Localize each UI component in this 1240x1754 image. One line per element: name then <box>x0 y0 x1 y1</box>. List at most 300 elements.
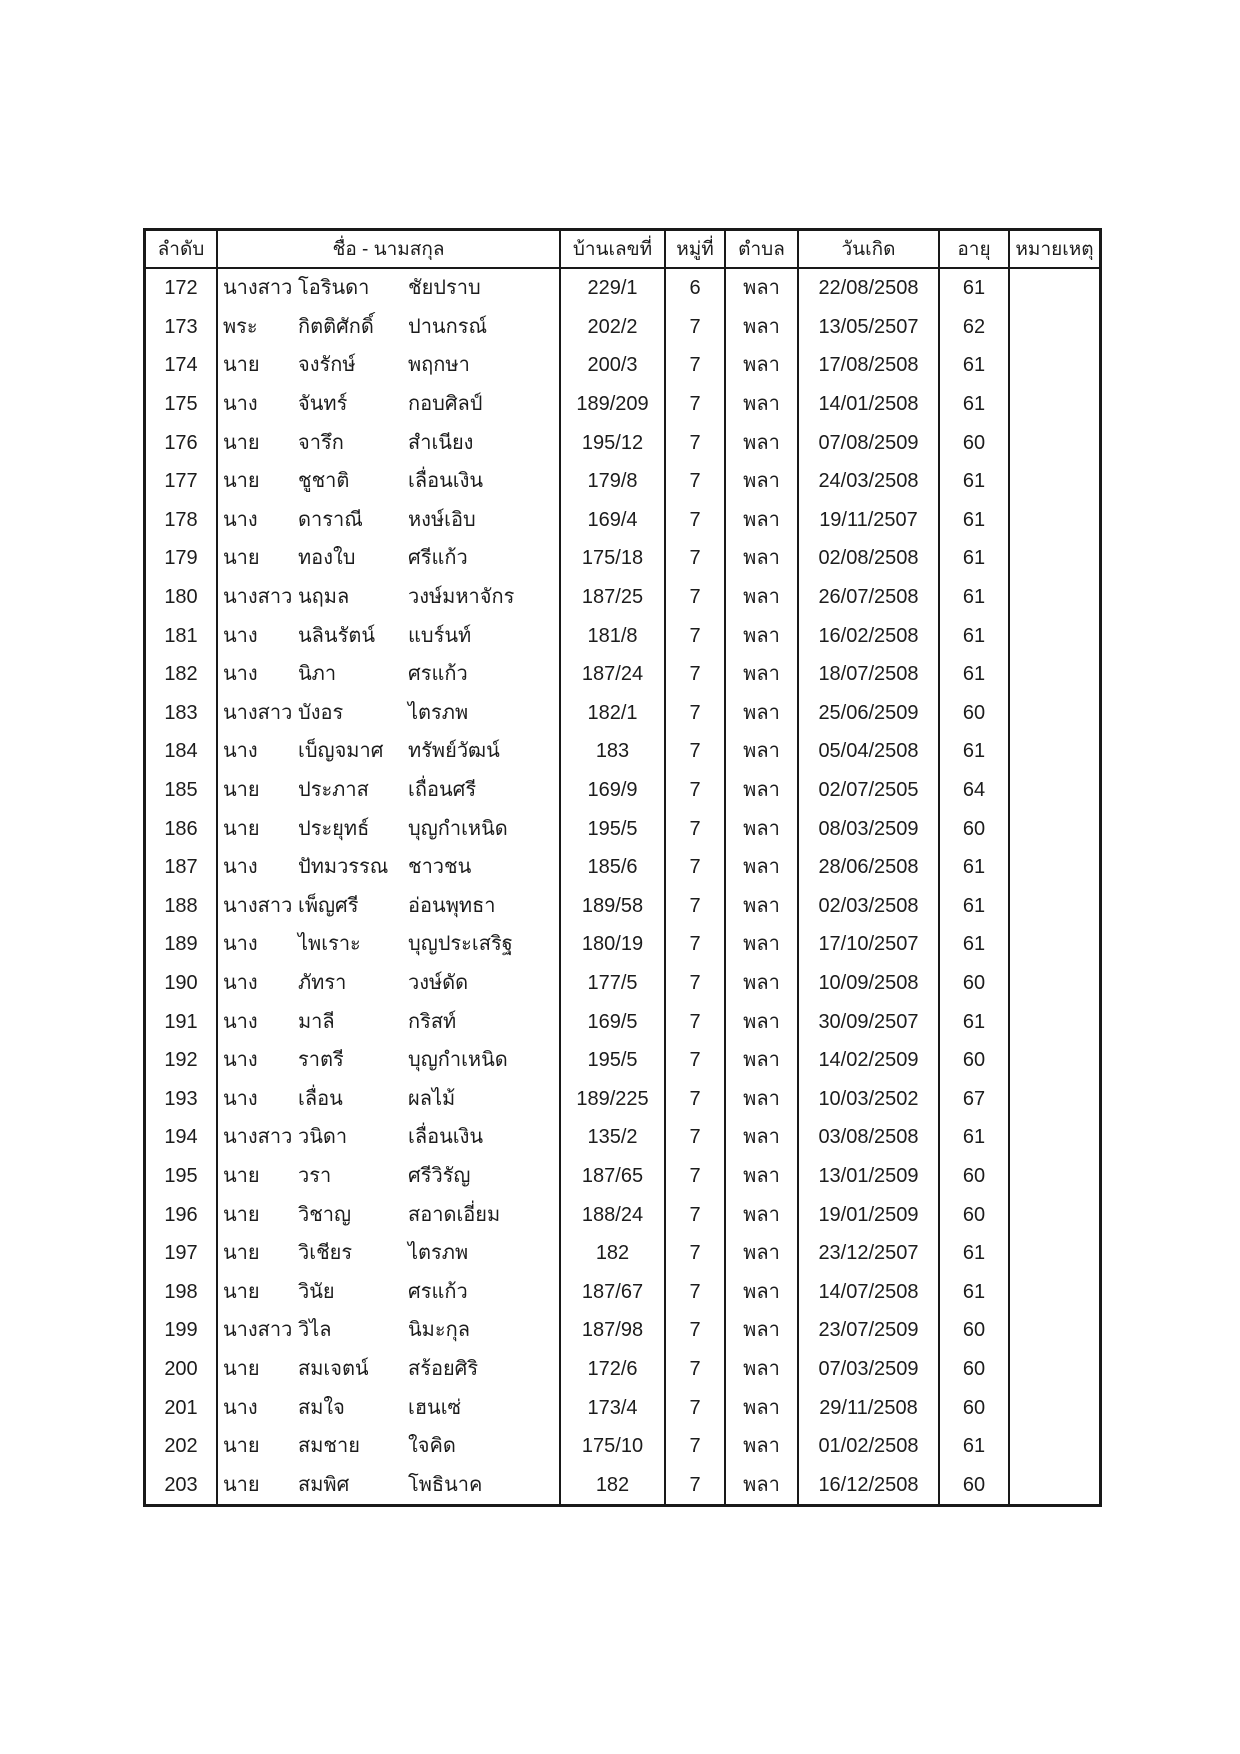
cell-name <box>218 771 561 810</box>
cell-tambon: พลา <box>726 964 799 1003</box>
cell-name <box>218 1041 561 1080</box>
table-row <box>146 1465 1099 1504</box>
cell-note <box>1010 385 1099 424</box>
cell-name-title: นาย <box>223 354 260 377</box>
cell-moo: 7 <box>666 694 726 733</box>
cell-tambon: พลา <box>726 501 799 540</box>
cell-no: 193 <box>146 1079 218 1118</box>
cell-name-first: สมพิศ <box>298 1473 350 1496</box>
cell-name-title: นางสาว <box>223 894 293 917</box>
cell-tambon: พลา <box>726 1234 799 1273</box>
cell-dob: 01/02/2508 <box>799 1427 940 1466</box>
cell-name-title: นาง <box>223 1049 258 1072</box>
cell-dob: 07/03/2509 <box>799 1350 940 1389</box>
cell-house-no: 187/98 <box>561 1311 666 1350</box>
cell-name-title: นาย <box>223 431 260 454</box>
cell-no: 184 <box>146 732 218 771</box>
cell-name-last: ใจคิด <box>408 1435 456 1458</box>
cell-tambon: พลา <box>726 423 799 462</box>
cell-name-first: โอรินดา <box>298 277 370 300</box>
cell-house-no: 135/2 <box>561 1118 666 1157</box>
cell-name <box>218 308 561 347</box>
cell-house-no: 195/5 <box>561 1041 666 1080</box>
cell-moo: 7 <box>666 732 726 771</box>
cell-note <box>1010 1388 1099 1427</box>
cell-dob: 14/02/2509 <box>799 1041 940 1080</box>
cell-dob: 17/08/2508 <box>799 346 940 385</box>
cell-name-first: จันทร์ <box>298 393 348 416</box>
cell-name <box>218 1465 561 1504</box>
cell-name <box>218 964 561 1003</box>
cell-name-last: ไตรภพ <box>408 1242 469 1265</box>
cell-name-title: นางสาว <box>223 1319 293 1342</box>
cell-no: 187 <box>146 848 218 887</box>
table-row <box>146 1311 1099 1350</box>
cell-name-last: แบร์นท์ <box>408 624 472 647</box>
table-row <box>146 616 1099 655</box>
cell-note <box>1010 1079 1099 1118</box>
cell-no: 192 <box>146 1041 218 1080</box>
cell-house-no: 182 <box>561 1465 666 1504</box>
table-row <box>146 269 1099 308</box>
cell-dob: 19/11/2507 <box>799 501 940 540</box>
cell-no: 175 <box>146 385 218 424</box>
col-header-no: ลำดับ <box>146 231 218 267</box>
cell-dob: 10/09/2508 <box>799 964 940 1003</box>
cell-house-no: 188/24 <box>561 1195 666 1234</box>
cell-age: 60 <box>940 1157 1010 1196</box>
cell-tambon: พลา <box>726 732 799 771</box>
cell-name <box>218 1118 561 1157</box>
cell-house-no: 189/225 <box>561 1079 666 1118</box>
cell-house-no: 182/1 <box>561 694 666 733</box>
cell-house-no: 187/65 <box>561 1157 666 1196</box>
cell-moo: 7 <box>666 1079 726 1118</box>
cell-name-first: เลื่อน <box>298 1087 343 1110</box>
cell-name <box>218 462 561 501</box>
cell-dob: 14/01/2508 <box>799 385 940 424</box>
cell-tambon: พลา <box>726 1118 799 1157</box>
cell-note <box>1010 1041 1099 1080</box>
table-row <box>146 539 1099 578</box>
cell-tambon: พลา <box>726 925 799 964</box>
cell-no: 172 <box>146 269 218 308</box>
cell-tambon: พลา <box>726 539 799 578</box>
cell-note <box>1010 925 1099 964</box>
cell-age: 60 <box>940 1465 1010 1504</box>
table-row <box>146 1118 1099 1157</box>
cell-tambon: พลา <box>726 308 799 347</box>
cell-dob: 28/06/2508 <box>799 848 940 887</box>
cell-note <box>1010 771 1099 810</box>
table-row <box>146 1041 1099 1080</box>
cell-no: 185 <box>146 771 218 810</box>
cell-age: 60 <box>940 1311 1010 1350</box>
cell-name-last: วงษ์ดัด <box>408 971 469 994</box>
table-row <box>146 1427 1099 1466</box>
cell-moo: 7 <box>666 964 726 1003</box>
cell-no: 189 <box>146 925 218 964</box>
cell-house-no: 187/24 <box>561 655 666 694</box>
cell-tambon: พลา <box>726 694 799 733</box>
cell-moo: 7 <box>666 809 726 848</box>
cell-tambon: พลา <box>726 1350 799 1389</box>
cell-no: 194 <box>146 1118 218 1157</box>
cell-name-last: หงษ์เอิบ <box>408 508 476 531</box>
cell-note <box>1010 1465 1099 1504</box>
cell-name-title: นาง <box>223 856 258 879</box>
cell-moo: 6 <box>666 269 726 308</box>
cell-name <box>218 1272 561 1311</box>
cell-moo: 7 <box>666 1157 726 1196</box>
cell-tambon: พลา <box>726 771 799 810</box>
cell-name-last: สอาดเอี่ยม <box>408 1203 501 1226</box>
cell-tambon: พลา <box>726 1427 799 1466</box>
cell-age: 61 <box>940 887 1010 926</box>
cell-note <box>1010 346 1099 385</box>
cell-name-first: วนิดา <box>298 1126 348 1149</box>
cell-name-first: สมใจ <box>298 1396 345 1419</box>
cell-name-title: นาย <box>223 547 260 570</box>
table-header-row <box>146 231 1099 269</box>
cell-name <box>218 694 561 733</box>
cell-tambon: พลา <box>726 578 799 617</box>
cell-name-title: พระ <box>223 315 258 338</box>
cell-moo: 7 <box>666 1427 726 1466</box>
cell-no: 199 <box>146 1311 218 1350</box>
cell-name-last: ชัยปราบ <box>408 277 481 300</box>
cell-name-first: วินัย <box>298 1280 335 1303</box>
cell-name-title: นาย <box>223 470 260 493</box>
cell-age: 61 <box>940 616 1010 655</box>
cell-note <box>1010 1350 1099 1389</box>
cell-age: 61 <box>940 1427 1010 1466</box>
table-row <box>146 385 1099 424</box>
cell-age: 61 <box>940 1272 1010 1311</box>
cell-name-title: นาง <box>223 663 258 686</box>
cell-house-no: 182 <box>561 1234 666 1273</box>
cell-tambon: พลา <box>726 269 799 308</box>
cell-name-last: ผลไม้ <box>408 1087 456 1110</box>
cell-house-no: 195/5 <box>561 809 666 848</box>
table-row <box>146 964 1099 1003</box>
cell-moo: 7 <box>666 385 726 424</box>
cell-no: 181 <box>146 616 218 655</box>
cell-age: 61 <box>940 578 1010 617</box>
table-row <box>146 887 1099 926</box>
table-row <box>146 346 1099 385</box>
cell-no: 198 <box>146 1272 218 1311</box>
cell-dob: 23/07/2509 <box>799 1311 940 1350</box>
col-header-age: อายุ <box>940 231 1010 267</box>
cell-moo: 7 <box>666 1311 726 1350</box>
cell-note <box>1010 732 1099 771</box>
cell-name-title: นางสาว <box>223 701 293 724</box>
col-header-note: หมายเหตุ <box>1015 238 1094 260</box>
cell-name-first: ราตรี <box>298 1049 344 1072</box>
cell-house-no: 169/5 <box>561 1002 666 1041</box>
table-row <box>146 1195 1099 1234</box>
cell-name-first: บังอร <box>298 701 344 724</box>
cell-dob: 30/09/2507 <box>799 1002 940 1041</box>
cell-house-no: 175/10 <box>561 1427 666 1466</box>
cell-age: 61 <box>940 732 1010 771</box>
cell-tambon: พลา <box>726 1041 799 1080</box>
cell-tambon: พลา <box>726 1195 799 1234</box>
cell-moo: 7 <box>666 1234 726 1273</box>
cell-dob: 02/07/2505 <box>799 771 940 810</box>
cell-no: 191 <box>146 1002 218 1041</box>
cell-house-no: 180/19 <box>561 925 666 964</box>
cell-name-first: เบ็ญจมาศ <box>298 740 384 763</box>
table-row <box>146 694 1099 733</box>
cell-no: 179 <box>146 539 218 578</box>
cell-age: 61 <box>940 925 1010 964</box>
cell-name-last: ทรัพย์วัฒน์ <box>408 740 500 763</box>
cell-house-no: 172/6 <box>561 1350 666 1389</box>
cell-age: 61 <box>940 1234 1010 1273</box>
cell-name <box>218 616 561 655</box>
cell-dob: 22/08/2508 <box>799 269 940 308</box>
cell-name-title: นาย <box>223 1242 260 1265</box>
col-header-name: ชื่อ - นามสกุล <box>218 231 561 267</box>
cell-name <box>218 1079 561 1118</box>
cell-dob: 17/10/2507 <box>799 925 940 964</box>
table-row <box>146 1079 1099 1118</box>
cell-name-title: นาย <box>223 1280 260 1303</box>
cell-tambon: พลา <box>726 1388 799 1427</box>
cell-name-last: พฤกษา <box>408 354 470 377</box>
cell-note <box>1010 694 1099 733</box>
table-row <box>146 925 1099 964</box>
cell-name-last: กอบศิลป์ <box>408 393 483 416</box>
cell-name-first: วรา <box>298 1164 332 1187</box>
cell-name-last: สร้อยศิริ <box>408 1357 479 1380</box>
cell-no: 202 <box>146 1427 218 1466</box>
cell-name-last: ศรีแก้ว <box>408 547 468 570</box>
cell-no: 196 <box>146 1195 218 1234</box>
cell-name-title: นาง <box>223 1010 258 1033</box>
cell-house-no: 189/209 <box>561 385 666 424</box>
cell-age: 60 <box>940 1195 1010 1234</box>
table-row <box>146 809 1099 848</box>
cell-name <box>218 346 561 385</box>
cell-dob: 05/04/2508 <box>799 732 940 771</box>
cell-name-first: วิเชียร <box>298 1242 353 1265</box>
cell-dob: 13/01/2509 <box>799 1157 940 1196</box>
cell-name-last: ศรีวิรัญ <box>408 1164 471 1187</box>
cell-moo: 7 <box>666 1002 726 1041</box>
cell-house-no: 189/58 <box>561 887 666 926</box>
cell-dob: 18/07/2508 <box>799 655 940 694</box>
cell-moo: 7 <box>666 655 726 694</box>
cell-dob: 14/07/2508 <box>799 1272 940 1311</box>
cell-no: 197 <box>146 1234 218 1273</box>
table-row <box>146 655 1099 694</box>
cell-name-first: ทองใบ <box>298 547 356 570</box>
cell-moo: 7 <box>666 578 726 617</box>
cell-age: 61 <box>940 848 1010 887</box>
cell-note <box>1010 1272 1099 1311</box>
cell-name <box>218 925 561 964</box>
cell-name-first: นลินรัตน์ <box>298 624 376 647</box>
table-row <box>146 1157 1099 1196</box>
cell-note <box>1010 964 1099 1003</box>
cell-name <box>218 1195 561 1234</box>
table-row <box>146 578 1099 617</box>
cell-name-title: นาง <box>223 393 258 416</box>
cell-name-title: นาง <box>223 933 258 956</box>
cell-tambon: พลา <box>726 1465 799 1504</box>
cell-name <box>218 385 561 424</box>
cell-no: 178 <box>146 501 218 540</box>
cell-house-no: 169/9 <box>561 771 666 810</box>
cell-tambon: พลา <box>726 848 799 887</box>
cell-no: 180 <box>146 578 218 617</box>
cell-name-last: เลื่อนเงิน <box>408 1126 484 1149</box>
cell-note <box>1010 539 1099 578</box>
cell-name <box>218 539 561 578</box>
table-row <box>146 501 1099 540</box>
col-header-moo: หมู่ที่ <box>666 231 726 267</box>
cell-note <box>1010 848 1099 887</box>
cell-name-first: จงรักษ์ <box>298 354 356 377</box>
cell-tambon: พลา <box>726 462 799 501</box>
cell-name-title: นางสาว <box>223 1126 293 1149</box>
cell-house-no: 173/4 <box>561 1388 666 1427</box>
cell-house-no: 187/25 <box>561 578 666 617</box>
table-row <box>146 308 1099 347</box>
cell-no: 186 <box>146 809 218 848</box>
cell-moo: 7 <box>666 1272 726 1311</box>
cell-name <box>218 1311 561 1350</box>
cell-no: 203 <box>146 1465 218 1504</box>
cell-name-last: บุญกำเหนิด <box>408 817 508 840</box>
cell-name-first: ไพเราะ <box>298 933 361 956</box>
cell-name-title: นาง <box>223 1087 258 1110</box>
cell-tambon: พลา <box>726 616 799 655</box>
cell-age: 62 <box>940 308 1010 347</box>
cell-note <box>1010 655 1099 694</box>
table-row <box>146 423 1099 462</box>
cell-name-last: บุญประเสริฐ <box>408 933 513 956</box>
cell-dob: 02/08/2508 <box>799 539 940 578</box>
table-row <box>146 1388 1099 1427</box>
table-row <box>146 462 1099 501</box>
cell-name-title: นางสาว <box>223 586 293 609</box>
resident-list-table <box>143 228 1102 1507</box>
cell-house-no: 202/2 <box>561 308 666 347</box>
cell-house-no: 175/18 <box>561 539 666 578</box>
cell-name <box>218 1388 561 1427</box>
cell-moo: 7 <box>666 501 726 540</box>
cell-moo: 7 <box>666 1350 726 1389</box>
cell-name <box>218 809 561 848</box>
cell-name-last: ศรแก้ว <box>408 663 468 686</box>
cell-house-no: 229/1 <box>561 269 666 308</box>
cell-name-last: ไตรภพ <box>408 701 469 724</box>
cell-name-first: นิภา <box>298 663 337 686</box>
cell-name-first: ชูชาติ <box>298 470 350 493</box>
cell-name-first: มาลี <box>298 1010 335 1033</box>
cell-moo: 7 <box>666 771 726 810</box>
cell-tambon: พลา <box>726 1079 799 1118</box>
cell-moo: 7 <box>666 616 726 655</box>
cell-dob: 16/12/2508 <box>799 1465 940 1504</box>
cell-no: 190 <box>146 964 218 1003</box>
cell-note <box>1010 1118 1099 1157</box>
cell-name-first: สมเจตน์ <box>298 1357 369 1380</box>
cell-house-no: 179/8 <box>561 462 666 501</box>
cell-note <box>1010 578 1099 617</box>
cell-name-first: นฤมล <box>298 586 350 609</box>
cell-moo: 7 <box>666 346 726 385</box>
cell-no: 183 <box>146 694 218 733</box>
table-body <box>146 269 1099 1504</box>
cell-name-last: เฮนเซ่ <box>408 1396 462 1419</box>
cell-name-first: ประภาส <box>298 779 369 802</box>
cell-moo: 7 <box>666 1118 726 1157</box>
cell-age: 60 <box>940 694 1010 733</box>
cell-age: 61 <box>940 462 1010 501</box>
cell-name-last: อ่อนพุทธา <box>408 894 496 917</box>
cell-note <box>1010 1157 1099 1196</box>
cell-note <box>1010 308 1099 347</box>
cell-tambon: พลา <box>726 887 799 926</box>
cell-tambon: พลา <box>726 346 799 385</box>
cell-house-no: 195/12 <box>561 423 666 462</box>
cell-name-first: วิไล <box>298 1319 332 1342</box>
cell-moo: 7 <box>666 308 726 347</box>
cell-name-first: เพ็ญศรี <box>298 894 359 917</box>
cell-tambon: พลา <box>726 1002 799 1041</box>
cell-dob: 16/02/2508 <box>799 616 940 655</box>
cell-moo: 7 <box>666 423 726 462</box>
cell-name-first: สมชาย <box>298 1435 360 1458</box>
cell-dob: 02/03/2508 <box>799 887 940 926</box>
cell-name-last: กริสท์ <box>408 1010 457 1033</box>
cell-tambon: พลา <box>726 1157 799 1196</box>
cell-house-no: 181/8 <box>561 616 666 655</box>
cell-tambon: พลา <box>726 385 799 424</box>
cell-name-first: กิตติศักดิ์ <box>298 315 374 338</box>
cell-no: 182 <box>146 655 218 694</box>
cell-name <box>218 423 561 462</box>
cell-name <box>218 848 561 887</box>
cell-name-last: ปานกรณ์ <box>408 315 488 338</box>
cell-moo: 7 <box>666 887 726 926</box>
cell-tambon: พลา <box>726 1272 799 1311</box>
col-header-tambon: ตำบล <box>726 231 799 267</box>
cell-house-no: 169/4 <box>561 501 666 540</box>
table-row <box>146 1002 1099 1041</box>
table-row <box>146 732 1099 771</box>
cell-house-no: 177/5 <box>561 964 666 1003</box>
table-row <box>146 1350 1099 1389</box>
cell-house-no: 185/6 <box>561 848 666 887</box>
cell-name-last: เลื่อนเงิน <box>408 470 484 493</box>
cell-name <box>218 1002 561 1041</box>
cell-name <box>218 578 561 617</box>
cell-name-title: นาย <box>223 817 260 840</box>
cell-note <box>1010 501 1099 540</box>
cell-no: 200 <box>146 1350 218 1389</box>
cell-age: 61 <box>940 655 1010 694</box>
cell-name-last: บุญกำเหนิด <box>408 1049 508 1072</box>
cell-name-first: วิชาญ <box>298 1203 352 1226</box>
cell-no: 201 <box>146 1388 218 1427</box>
cell-name <box>218 655 561 694</box>
